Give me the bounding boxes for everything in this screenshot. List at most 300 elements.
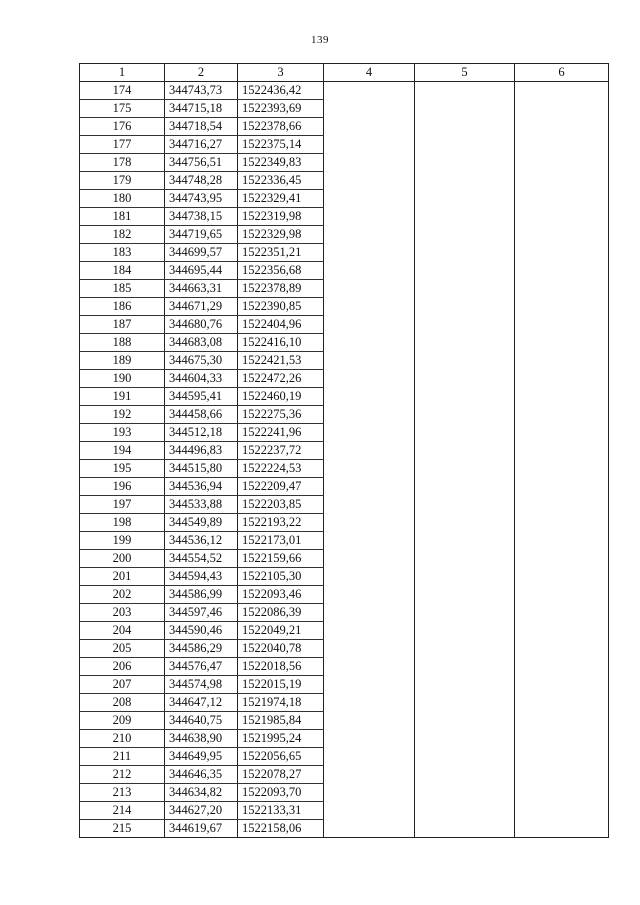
empty-cell — [515, 784, 609, 802]
point-number-cell: 210 — [80, 730, 165, 748]
y-coordinate-cell: 1522460,19 — [238, 388, 324, 406]
empty-cell — [515, 244, 609, 262]
x-coordinate-cell: 344515,80 — [165, 460, 238, 478]
table-row — [80, 586, 609, 604]
empty-cell — [415, 406, 515, 424]
point-number-cell: 215 — [80, 820, 165, 838]
point-number-cell: 183 — [80, 244, 165, 262]
x-coordinate-cell: 344663,31 — [165, 280, 238, 298]
empty-cell — [415, 496, 515, 514]
table-row — [80, 190, 609, 208]
x-coordinate-cell: 344634,82 — [165, 784, 238, 802]
y-coordinate-cell: 1522224,53 — [238, 460, 324, 478]
table-row — [80, 118, 609, 136]
x-coordinate-cell: 344496,83 — [165, 442, 238, 460]
page-number: 139 — [311, 34, 329, 46]
table-row — [80, 820, 609, 838]
empty-cell — [324, 622, 415, 640]
table-row — [80, 478, 609, 496]
x-coordinate-cell: 344533,88 — [165, 496, 238, 514]
table-row — [80, 784, 609, 802]
empty-cell — [415, 478, 515, 496]
empty-cell — [515, 262, 609, 280]
x-coordinate-cell: 344695,44 — [165, 262, 238, 280]
empty-cell — [415, 442, 515, 460]
table-body — [80, 82, 609, 838]
x-coordinate-cell: 344675,30 — [165, 352, 238, 370]
empty-cell — [324, 586, 415, 604]
point-number-cell: 189 — [80, 352, 165, 370]
empty-cell — [515, 280, 609, 298]
x-coordinate-cell: 344549,89 — [165, 514, 238, 532]
table-row — [80, 568, 609, 586]
empty-cell — [324, 514, 415, 532]
table-row — [80, 352, 609, 370]
x-coordinate-cell: 344649,95 — [165, 748, 238, 766]
empty-cell — [415, 784, 515, 802]
empty-cell — [415, 388, 515, 406]
empty-cell — [415, 118, 515, 136]
empty-cell — [515, 532, 609, 550]
empty-cell — [515, 712, 609, 730]
empty-cell — [515, 658, 609, 676]
empty-cell — [324, 208, 415, 226]
empty-cell — [515, 154, 609, 172]
empty-cell — [415, 190, 515, 208]
column-header-6: 6 — [515, 64, 609, 82]
y-coordinate-cell: 1522209,47 — [238, 478, 324, 496]
y-coordinate-cell: 1522329,98 — [238, 226, 324, 244]
table-row — [80, 244, 609, 262]
empty-cell — [324, 316, 415, 334]
empty-cell — [515, 406, 609, 424]
y-coordinate-cell: 1522351,21 — [238, 244, 324, 262]
empty-cell — [415, 766, 515, 784]
y-coordinate-cell: 1522078,27 — [238, 766, 324, 784]
x-coordinate-cell: 344595,41 — [165, 388, 238, 406]
empty-cell — [415, 136, 515, 154]
table-row — [80, 712, 609, 730]
table-row — [80, 604, 609, 622]
point-number-cell: 207 — [80, 676, 165, 694]
point-number-cell: 212 — [80, 766, 165, 784]
x-coordinate-cell: 344627,20 — [165, 802, 238, 820]
point-number-cell: 174 — [80, 82, 165, 100]
x-coordinate-cell: 344716,27 — [165, 136, 238, 154]
empty-cell — [324, 550, 415, 568]
table-row — [80, 82, 609, 100]
y-coordinate-cell: 1521974,18 — [238, 694, 324, 712]
empty-cell — [324, 820, 415, 838]
y-coordinate-cell: 1522015,19 — [238, 676, 324, 694]
y-coordinate-cell: 1522237,72 — [238, 442, 324, 460]
empty-cell — [324, 298, 415, 316]
empty-cell — [515, 100, 609, 118]
y-coordinate-cell: 1522056,65 — [238, 748, 324, 766]
x-coordinate-cell: 344554,52 — [165, 550, 238, 568]
x-coordinate-cell: 344671,29 — [165, 298, 238, 316]
empty-cell — [324, 280, 415, 298]
point-number-cell: 199 — [80, 532, 165, 550]
table-row — [80, 100, 609, 118]
empty-cell — [415, 586, 515, 604]
y-coordinate-cell: 1522393,69 — [238, 100, 324, 118]
empty-cell — [324, 568, 415, 586]
empty-cell — [415, 226, 515, 244]
table-row — [80, 442, 609, 460]
point-number-cell: 200 — [80, 550, 165, 568]
point-number-cell: 204 — [80, 622, 165, 640]
x-coordinate-cell: 344619,67 — [165, 820, 238, 838]
empty-cell — [415, 100, 515, 118]
x-coordinate-cell: 344590,46 — [165, 622, 238, 640]
empty-cell — [415, 676, 515, 694]
empty-cell — [515, 316, 609, 334]
y-coordinate-cell: 1522018,56 — [238, 658, 324, 676]
empty-cell — [324, 730, 415, 748]
empty-cell — [415, 316, 515, 334]
y-coordinate-cell: 1522173,01 — [238, 532, 324, 550]
empty-cell — [324, 532, 415, 550]
table-row — [80, 280, 609, 298]
y-coordinate-cell: 1522105,30 — [238, 568, 324, 586]
empty-cell — [515, 118, 609, 136]
empty-cell — [415, 370, 515, 388]
empty-cell — [515, 586, 609, 604]
y-coordinate-cell: 1522049,21 — [238, 622, 324, 640]
empty-cell — [515, 766, 609, 784]
empty-cell — [515, 676, 609, 694]
empty-cell — [415, 622, 515, 640]
empty-cell — [415, 712, 515, 730]
point-number-cell: 175 — [80, 100, 165, 118]
empty-cell — [515, 370, 609, 388]
point-number-cell: 201 — [80, 568, 165, 586]
empty-cell — [324, 190, 415, 208]
empty-cell — [324, 640, 415, 658]
x-coordinate-cell: 344699,57 — [165, 244, 238, 262]
empty-cell — [515, 748, 609, 766]
column-header-4: 4 — [324, 64, 415, 82]
table-row — [80, 370, 609, 388]
y-coordinate-cell: 1522336,45 — [238, 172, 324, 190]
x-coordinate-cell: 344756,51 — [165, 154, 238, 172]
point-number-cell: 206 — [80, 658, 165, 676]
y-coordinate-cell: 1522436,42 — [238, 82, 324, 100]
y-coordinate-cell: 1522375,14 — [238, 136, 324, 154]
empty-cell — [515, 514, 609, 532]
empty-cell — [324, 118, 415, 136]
empty-cell — [324, 406, 415, 424]
empty-cell — [415, 694, 515, 712]
header-row — [80, 64, 609, 82]
empty-cell — [324, 748, 415, 766]
table-row — [80, 766, 609, 784]
empty-cell — [515, 352, 609, 370]
x-coordinate-cell: 344743,95 — [165, 190, 238, 208]
empty-cell — [515, 694, 609, 712]
x-coordinate-cell: 344640,75 — [165, 712, 238, 730]
table-row — [80, 208, 609, 226]
y-coordinate-cell: 1521985,84 — [238, 712, 324, 730]
point-number-cell: 208 — [80, 694, 165, 712]
point-number-cell: 187 — [80, 316, 165, 334]
table-row — [80, 676, 609, 694]
point-number-cell: 198 — [80, 514, 165, 532]
empty-cell — [415, 154, 515, 172]
empty-cell — [324, 226, 415, 244]
x-coordinate-cell: 344512,18 — [165, 424, 238, 442]
empty-cell — [415, 820, 515, 838]
empty-cell — [515, 802, 609, 820]
empty-cell — [324, 334, 415, 352]
x-coordinate-cell: 344536,94 — [165, 478, 238, 496]
point-number-cell: 214 — [80, 802, 165, 820]
table-row — [80, 136, 609, 154]
empty-cell — [324, 496, 415, 514]
point-number-cell: 178 — [80, 154, 165, 172]
empty-cell — [415, 424, 515, 442]
empty-cell — [324, 136, 415, 154]
empty-cell — [415, 568, 515, 586]
point-number-cell: 209 — [80, 712, 165, 730]
point-number-cell: 188 — [80, 334, 165, 352]
table-row — [80, 172, 609, 190]
empty-cell — [515, 442, 609, 460]
point-number-cell: 177 — [80, 136, 165, 154]
empty-cell — [324, 802, 415, 820]
x-coordinate-cell: 344638,90 — [165, 730, 238, 748]
y-coordinate-cell: 1522133,31 — [238, 802, 324, 820]
x-coordinate-cell: 344458,66 — [165, 406, 238, 424]
table-row — [80, 334, 609, 352]
point-number-cell: 186 — [80, 298, 165, 316]
y-coordinate-cell: 1522356,68 — [238, 262, 324, 280]
empty-cell — [324, 388, 415, 406]
empty-cell — [324, 712, 415, 730]
empty-cell — [415, 334, 515, 352]
empty-cell — [415, 244, 515, 262]
y-coordinate-cell: 1522349,83 — [238, 154, 324, 172]
empty-cell — [415, 460, 515, 478]
point-number-cell: 181 — [80, 208, 165, 226]
empty-cell — [515, 298, 609, 316]
empty-cell — [515, 622, 609, 640]
y-coordinate-cell: 1522378,66 — [238, 118, 324, 136]
empty-cell — [324, 460, 415, 478]
column-header-1: 1 — [80, 64, 165, 82]
point-number-cell: 195 — [80, 460, 165, 478]
empty-cell — [324, 676, 415, 694]
y-coordinate-cell: 1522275,36 — [238, 406, 324, 424]
point-number-cell: 176 — [80, 118, 165, 136]
empty-cell — [324, 694, 415, 712]
empty-cell — [324, 262, 415, 280]
point-number-cell: 203 — [80, 604, 165, 622]
table-row — [80, 316, 609, 334]
empty-cell — [415, 640, 515, 658]
x-coordinate-cell: 344748,28 — [165, 172, 238, 190]
empty-cell — [415, 208, 515, 226]
point-number-cell: 213 — [80, 784, 165, 802]
table-row — [80, 406, 609, 424]
x-coordinate-cell: 344604,33 — [165, 370, 238, 388]
y-coordinate-cell: 1522093,46 — [238, 586, 324, 604]
x-coordinate-cell: 344715,18 — [165, 100, 238, 118]
empty-cell — [324, 658, 415, 676]
x-coordinate-cell: 344743,73 — [165, 82, 238, 100]
empty-cell — [515, 82, 609, 100]
y-coordinate-cell: 1522329,41 — [238, 190, 324, 208]
point-number-cell: 211 — [80, 748, 165, 766]
empty-cell — [515, 388, 609, 406]
y-coordinate-cell: 1521995,24 — [238, 730, 324, 748]
empty-cell — [415, 298, 515, 316]
table-row — [80, 640, 609, 658]
empty-cell — [415, 802, 515, 820]
table-row — [80, 262, 609, 280]
point-number-cell: 205 — [80, 640, 165, 658]
table-row — [80, 532, 609, 550]
empty-cell — [324, 766, 415, 784]
table-row — [80, 694, 609, 712]
table-row — [80, 622, 609, 640]
empty-cell — [515, 496, 609, 514]
empty-cell — [324, 604, 415, 622]
empty-cell — [415, 514, 515, 532]
table-row — [80, 748, 609, 766]
empty-cell — [415, 352, 515, 370]
table-row — [80, 550, 609, 568]
table-row — [80, 802, 609, 820]
empty-cell — [324, 172, 415, 190]
empty-cell — [515, 568, 609, 586]
y-coordinate-cell: 1522421,53 — [238, 352, 324, 370]
point-number-cell: 196 — [80, 478, 165, 496]
table-row — [80, 388, 609, 406]
empty-cell — [324, 82, 415, 100]
y-coordinate-cell: 1522241,96 — [238, 424, 324, 442]
y-coordinate-cell: 1522040,78 — [238, 640, 324, 658]
empty-cell — [515, 334, 609, 352]
point-number-cell: 190 — [80, 370, 165, 388]
x-coordinate-cell: 344536,12 — [165, 532, 238, 550]
column-header-2: 2 — [165, 64, 238, 82]
x-coordinate-cell: 344597,46 — [165, 604, 238, 622]
x-coordinate-cell: 344683,08 — [165, 334, 238, 352]
column-header-3: 3 — [238, 64, 324, 82]
empty-cell — [324, 442, 415, 460]
y-coordinate-cell: 1522404,96 — [238, 316, 324, 334]
table-row — [80, 496, 609, 514]
empty-cell — [515, 730, 609, 748]
table-row — [80, 154, 609, 172]
y-coordinate-cell: 1522378,89 — [238, 280, 324, 298]
point-number-cell: 191 — [80, 388, 165, 406]
column-header-5: 5 — [415, 64, 515, 82]
x-coordinate-cell: 344594,43 — [165, 568, 238, 586]
empty-cell — [324, 154, 415, 172]
empty-cell — [515, 208, 609, 226]
point-number-cell: 185 — [80, 280, 165, 298]
empty-cell — [324, 784, 415, 802]
y-coordinate-cell: 1522086,39 — [238, 604, 324, 622]
empty-cell — [515, 424, 609, 442]
coordinates-table — [79, 63, 609, 838]
empty-cell — [515, 820, 609, 838]
empty-cell — [515, 478, 609, 496]
x-coordinate-cell: 344738,15 — [165, 208, 238, 226]
point-number-cell: 197 — [80, 496, 165, 514]
empty-cell — [415, 82, 515, 100]
point-number-cell: 192 — [80, 406, 165, 424]
table-row — [80, 460, 609, 478]
empty-cell — [515, 460, 609, 478]
y-coordinate-cell: 1522158,06 — [238, 820, 324, 838]
empty-cell — [515, 604, 609, 622]
empty-cell — [515, 550, 609, 568]
point-number-cell: 182 — [80, 226, 165, 244]
empty-cell — [515, 640, 609, 658]
x-coordinate-cell: 344719,65 — [165, 226, 238, 244]
x-coordinate-cell: 344574,98 — [165, 676, 238, 694]
empty-cell — [324, 352, 415, 370]
y-coordinate-cell: 1522203,85 — [238, 496, 324, 514]
table-row — [80, 730, 609, 748]
empty-cell — [515, 172, 609, 190]
point-number-cell: 184 — [80, 262, 165, 280]
empty-cell — [415, 658, 515, 676]
empty-cell — [415, 532, 515, 550]
empty-cell — [324, 370, 415, 388]
x-coordinate-cell: 344586,29 — [165, 640, 238, 658]
empty-cell — [324, 100, 415, 118]
empty-cell — [415, 604, 515, 622]
empty-cell — [415, 172, 515, 190]
empty-cell — [324, 244, 415, 262]
table-row — [80, 298, 609, 316]
empty-cell — [415, 748, 515, 766]
table-row — [80, 514, 609, 532]
point-number-cell: 202 — [80, 586, 165, 604]
point-number-cell: 194 — [80, 442, 165, 460]
y-coordinate-cell: 1522416,10 — [238, 334, 324, 352]
empty-cell — [324, 478, 415, 496]
empty-cell — [515, 190, 609, 208]
y-coordinate-cell: 1522390,85 — [238, 298, 324, 316]
x-coordinate-cell: 344586,99 — [165, 586, 238, 604]
empty-cell — [415, 280, 515, 298]
point-number-cell: 193 — [80, 424, 165, 442]
empty-cell — [415, 550, 515, 568]
empty-cell — [515, 226, 609, 244]
table-row — [80, 424, 609, 442]
table-row — [80, 658, 609, 676]
y-coordinate-cell: 1522193,22 — [238, 514, 324, 532]
x-coordinate-cell: 344718,54 — [165, 118, 238, 136]
x-coordinate-cell: 344647,12 — [165, 694, 238, 712]
point-number-cell: 179 — [80, 172, 165, 190]
empty-cell — [515, 136, 609, 154]
x-coordinate-cell: 344646,35 — [165, 766, 238, 784]
x-coordinate-cell: 344680,76 — [165, 316, 238, 334]
y-coordinate-cell: 1522159,66 — [238, 550, 324, 568]
y-coordinate-cell: 1522093,70 — [238, 784, 324, 802]
x-coordinate-cell: 344576,47 — [165, 658, 238, 676]
empty-cell — [415, 262, 515, 280]
point-number-cell: 180 — [80, 190, 165, 208]
y-coordinate-cell: 1522472,26 — [238, 370, 324, 388]
